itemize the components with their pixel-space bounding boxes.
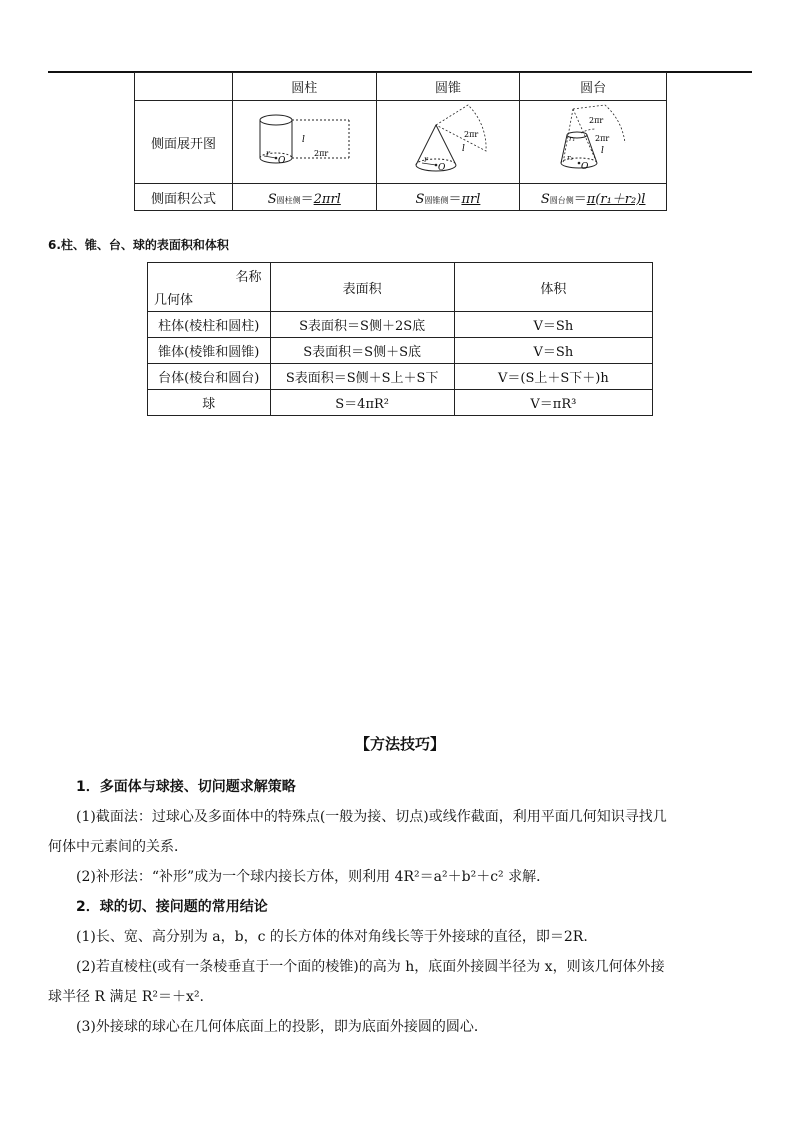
methods-para-5 (48, 1012, 756, 1042)
row-surface: S表面积＝S侧＋S底 (270, 338, 454, 364)
row-volume: V＝Sh (454, 312, 652, 338)
frustum-unfold-diagram (533, 103, 653, 177)
frustum-arc2-label: 2πr (595, 134, 610, 143)
cone-l-label: l (461, 144, 465, 154)
row-name: 台体(棱台和圆台) (148, 364, 271, 390)
row-surface: S表面积＝S侧＋2S底 (270, 312, 454, 338)
row-volume: V＝(S上＋S下＋)h (454, 364, 652, 390)
methods-para-2 (48, 862, 756, 892)
methods-para-1b: 何体中元素间的关系． (48, 839, 188, 855)
methods-heading-1-text: 1．多面体与球接、切问题求解策略 (76, 779, 296, 795)
table1-header-empty (135, 73, 233, 101)
methods-para-2-text: (2)补形法：“补形”成为一个球内接长方体，则利用 4R²＝a²＋b²＋c² 求解． (76, 869, 551, 885)
cone-arc-label: 2πr (463, 130, 479, 139)
frustum-r1-label: r₁ (569, 135, 576, 143)
cone-o-label: O (437, 163, 446, 173)
frustum-arc1-label: 2πr (589, 116, 604, 125)
row-name: 柱体(棱柱和圆柱) (148, 312, 271, 338)
methods-title: 【方法技巧】 (354, 735, 445, 753)
cyl-o-label: O (278, 156, 286, 166)
methods-heading-2-text: 2．球的切、接问题的常用结论 (76, 899, 268, 915)
methods-para-1a (48, 802, 756, 832)
methods-para-5-text: (3)外接球的球心在几何体底面上的投影，即为底面外接圆的圆心． (76, 1019, 488, 1035)
cyl-formula-val: 2πrl (313, 191, 341, 207)
frustum-formula (520, 184, 667, 211)
cone-formula-sub: 圆锥侧 (424, 195, 449, 205)
frustum-formula-eq: ＝ (573, 191, 587, 207)
section6-title: 6.柱、锥、台、球的表面积和体积 (48, 238, 229, 252)
frustum-o-label: O (581, 162, 589, 172)
row-volume: V＝Sh (454, 338, 652, 364)
cone-unfold-cell (376, 101, 520, 184)
row-volume: V＝πR³ (454, 390, 652, 416)
row-label-unfold: 侧面展开图 (135, 101, 233, 184)
col-volume-header: 体积 (454, 263, 652, 312)
methods-para-4a-text: (2)若直棱柱(或有一条棱垂直于一个面的棱锥)的高为 h，底面外接圆半径为 x，则该几何体外接 (76, 959, 665, 975)
frustum-formula-s: S (540, 191, 550, 207)
methods-heading-2 (48, 892, 756, 922)
cone-r-label: r (423, 155, 428, 164)
header-bottom-label: 几何体 (154, 293, 194, 308)
cyl-formula-eq: ＝ (300, 191, 314, 207)
methods-para-1a-text: (1)截面法：过球心及多面体中的特殊点(一般为接、切点)或线作截面，利用平面几何知识寻找几 (76, 809, 667, 825)
cone-formula-eq: ＝ (448, 191, 462, 207)
lateral-area-table (134, 72, 667, 211)
table1-header-frustum: 圆台 (520, 73, 667, 101)
frustum-formula-sub: 圆台侧 (549, 195, 574, 205)
frustum-l-label: l (601, 146, 605, 156)
cyl-formula-sub: 圆柱侧 (276, 195, 301, 205)
row-surface: S＝4πR² (270, 390, 454, 416)
methods-para-4b: 球半径 R 满足 R²＝＋x². (48, 989, 205, 1005)
table1-header-cone: 圆锥 (376, 73, 520, 101)
methods-heading-1 (48, 772, 756, 802)
table1-header-cylinder: 圆柱 (232, 73, 376, 101)
cone-formula-val: πrl (461, 191, 481, 207)
diag-header-cell (148, 263, 271, 312)
cyl-formula-s: S (267, 191, 277, 207)
methods-para-3 (48, 922, 756, 952)
cone-unfold-diagram (388, 103, 508, 177)
row-name: 球 (148, 390, 271, 416)
col-surface-header: 表面积 (270, 263, 454, 312)
cone-formula (376, 184, 520, 211)
row-label-formula: 侧面积公式 (135, 184, 233, 211)
cyl-arc-label: 2πr (314, 149, 329, 158)
header-top-label: 名称 (235, 270, 262, 285)
cyl-l-label: l (302, 135, 306, 145)
methods-para-4a (48, 952, 756, 982)
frustum-r2-label: r₂ (567, 154, 574, 162)
cone-formula-s: S (415, 191, 425, 207)
cylinder-unfold-diagram (244, 105, 364, 175)
methods-para-3-text: (1)长、宽、高分别为 a，b，c 的长方体的体对角线长等于外接球的直径，即＝2R. (76, 929, 588, 945)
cylinder-unfold-cell (232, 101, 376, 184)
row-name: 锥体(棱锥和圆锥) (148, 338, 271, 364)
frustum-unfold-cell (520, 101, 667, 184)
cylinder-formula (232, 184, 376, 211)
frustum-formula-val: π(r₁＋r₂)l (586, 191, 646, 207)
row-surface: S表面积＝S侧＋S上＋S下 (270, 364, 454, 390)
surface-volume-table (147, 262, 653, 416)
cyl-r-label: r (266, 149, 271, 158)
